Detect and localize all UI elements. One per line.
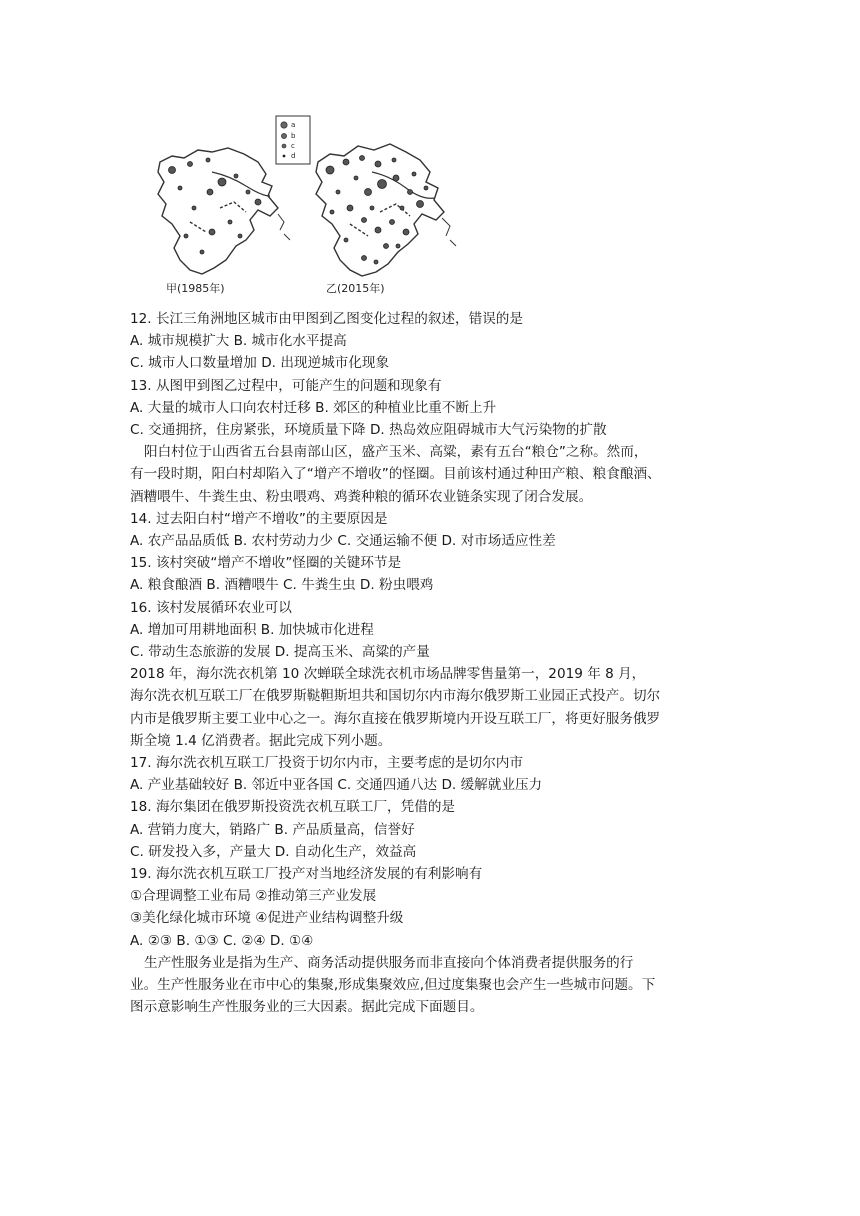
map-right xyxy=(316,144,456,276)
map-right-caption: 乙(2015年) xyxy=(326,282,385,295)
question-13-stem: 13. 从图甲到图乙过程中，可能产生的问题和现象有 xyxy=(130,377,442,394)
question-14-stem: 14. 过去阳白村“增产不增收”的主要原因是 xyxy=(130,510,388,527)
legend-label-b: b xyxy=(291,132,296,140)
question-14-options: A. 农产品品质低 B. 农村劳动力少 C. 交通运输不便 D. 对市场适应性差 xyxy=(130,533,556,550)
question-16-options-cd: C. 带动生态旅游的发展 D. 提高玉米、高粱的产量 xyxy=(130,644,430,661)
service-passage-line-1: 生产性服务业是指为生产、商务活动提供服务而非直接向个体消费者提供服务的行 xyxy=(144,954,634,971)
question-16-stem: 16. 该村发展循环农业可以 xyxy=(130,599,292,616)
map-left-caption: 甲(1985年) xyxy=(166,282,225,295)
question-19-stem: 19. 海尔洗衣机互联工厂投产对当地经济发展的有利影响有 xyxy=(130,866,483,883)
map-left xyxy=(158,148,290,274)
question-17-options: A. 产业基础较好 B. 邻近中亚各国 C. 交通四通八达 D. 缓解就业压力 xyxy=(130,777,543,794)
service-passage-line-2: 业。生产性服务业在市中心的集聚,形成集聚效应,但过度集聚也会产生一些城市问题。下 xyxy=(130,977,656,994)
question-13-options-cd: C. 交通拥挤，住房紧张，环境质量下降 D. 热岛效应阻碍城市大气污染物的扩散 xyxy=(130,422,607,439)
question-18-options-cd: C. 研发投入多，产量大 D. 自动化生产，效益高 xyxy=(130,843,417,860)
question-12-options-cd: C. 城市人口数量增加 D. 出现逆城市化现象 xyxy=(130,355,390,372)
legend-label-d: d xyxy=(291,152,296,160)
question-18-options-ab: A. 营销力度大，销路广 B. 产品质量高，信誉好 xyxy=(130,821,415,838)
legend-label-c: c xyxy=(291,142,295,150)
question-15-options: A. 粮食酿酒 B. 酒糟喂牛 C. 牛粪生虫 D. 粉虫喂鸡 xyxy=(130,577,434,594)
question-13-options-ab: A. 大量的城市人口向农村迁移 B. 郊区的种植业比重不断上升 xyxy=(130,399,497,416)
question-19-statements-12: ①合理调整工业布局 ②推动第三产业发展 xyxy=(130,888,377,905)
haier-passage-line-4: 斯全境 1.4 亿消费者。据此完成下列小题。 xyxy=(130,732,392,749)
question-19-statements-34: ③美化绿化城市环境 ④促进产业结构调整升级 xyxy=(130,910,404,927)
question-12-options-ab: A. 城市规模扩大 B. 城市化水平提高 xyxy=(130,333,347,350)
map-figure-svg xyxy=(150,112,470,298)
map-legend xyxy=(276,116,310,164)
question-18-stem: 18. 海尔集团在俄罗斯投资洗衣机互联工厂，凭借的是 xyxy=(130,799,456,816)
haier-passage-line-1: 2018 年，海尔洗衣机第 10 次蝉联全球洗衣机市场品牌零售量第一，2019 年 8 月， xyxy=(130,666,646,683)
haier-passage-line-3: 内市是俄罗斯主要工业中心之一。海尔直接在俄罗斯境内开设互联工厂，将更好服务俄罗 xyxy=(130,710,661,727)
map-right-points xyxy=(326,156,428,265)
yangbai-passage-line-2: 有一段时期，阳白村却陷入了“增产不增收”的怪圈。目前该村通过种田产粮、粮食酿酒、 xyxy=(130,466,661,483)
question-12-stem: 12. 长江三角洲地区城市由甲图到乙图变化过程的叙述，错误的是 xyxy=(130,311,523,327)
question-16-options-ab: A. 增加可用耕地面积 B. 加快城市化进程 xyxy=(130,621,374,638)
question-19-options: A. ②③ B. ①③ C. ②④ D. ①④ xyxy=(130,932,314,949)
question-15-stem: 15. 该村突破“增产不增收”怪圈的关键环节是 xyxy=(130,555,402,572)
question-text xyxy=(130,308,740,1019)
haier-passage-line-2: 海尔洗衣机互联工厂在俄罗斯鞑靼斯坦共和国切尔内市海尔俄罗斯工业园正式投产。切尔 xyxy=(130,688,661,705)
question-17-stem: 17. 海尔洗衣机互联工厂投资于切尔内市，主要考虑的是切尔内市 xyxy=(130,755,523,772)
yangbai-passage-line-1: 阳白村位于山西省五台县南部山区，盛产玉米、高粱，素有五台“粮仓”之称。然而， xyxy=(144,444,648,461)
service-passage-line-3: 图示意影响生产性服务业的三大因素。据此完成下面题目。 xyxy=(130,999,484,1016)
legend-label-a: a xyxy=(291,121,296,129)
map-figure xyxy=(150,112,470,298)
yangbai-passage-line-3: 酒糟喂牛、牛粪生虫、粉虫喂鸡、鸡粪种粮的循环农业链条实现了闭合发展。 xyxy=(130,488,593,505)
